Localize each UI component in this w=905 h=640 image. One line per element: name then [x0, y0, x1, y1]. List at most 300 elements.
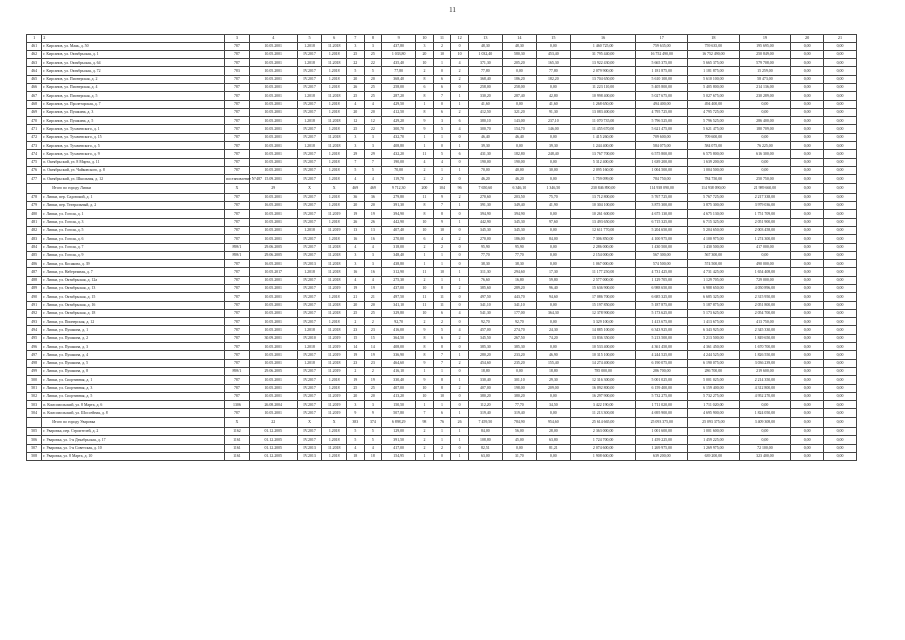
value-cell: 11.2018: [322, 142, 347, 150]
value-cell: 2 315 950,00: [739, 293, 791, 301]
value-cell: 1 639 200,00: [636, 158, 688, 166]
row-number-cell: 503: [27, 401, 42, 409]
value-cell: 0,00: [502, 67, 536, 75]
value-cell: 5 796 525,00: [636, 117, 688, 125]
value-cell: 0,00: [824, 202, 857, 210]
value-cell: 417 000,00: [739, 243, 791, 251]
value-cell: 25: [347, 50, 365, 58]
value-cell: 21: [347, 293, 365, 301]
value-cell: 30,00: [536, 166, 570, 174]
value-cell: 787: [225, 50, 250, 58]
address-cell: г. Липки, пер. Театральный, д. 2: [42, 202, 225, 210]
address-cell: г. Липки, ул. Гоголя, д. 9: [42, 251, 225, 259]
value-cell: 26: [347, 218, 365, 226]
value-cell: IV.2017: [297, 243, 322, 251]
value-cell: 7: [433, 92, 451, 100]
value-cell: 10.05.2001: [249, 318, 297, 326]
value-cell: 0,00: [824, 417, 857, 427]
value-cell: 0,00: [739, 158, 791, 166]
value-cell: 0,00: [824, 108, 857, 116]
value-cell: 9: [416, 376, 434, 384]
value-cell: 77,80: [382, 67, 416, 75]
value-cell: 129,00: [382, 427, 416, 435]
value-cell: 203,50: [502, 193, 536, 201]
value-cell: 4 952 270,00: [739, 392, 791, 400]
address-cell: п. Комсомольский, ул. Шоссейная, д. 8: [42, 409, 225, 417]
value-cell: 2: [451, 235, 469, 243]
value-cell: 787: [225, 210, 250, 218]
value-cell: 0,00: [791, 175, 824, 183]
value-cell: 10.05.2001: [249, 343, 297, 351]
value-cell: 25: [364, 92, 382, 100]
row-number-cell: 500: [27, 376, 42, 384]
column-number-header-row: [27, 35, 857, 43]
value-cell: 6 343 925,00: [636, 326, 688, 334]
value-cell: 20: [347, 75, 365, 83]
value-cell: 787: [225, 343, 250, 351]
value-cell: 10: [416, 59, 434, 67]
table-row: [27, 427, 857, 435]
value-cell: 21: [824, 35, 857, 43]
value-cell: 0,00: [536, 301, 570, 309]
value-cell: 1 459 225,00: [636, 436, 688, 444]
value-cell: 5 187 875,00: [636, 301, 688, 309]
value-cell: 0,00: [824, 351, 857, 359]
value-cell: 437,00: [382, 285, 416, 293]
value-cell: 11: [416, 268, 434, 276]
value-cell: 1: [451, 218, 469, 226]
value-cell: 0: [451, 83, 469, 91]
value-cell: 0,00: [791, 183, 824, 193]
value-cell: 0: [451, 401, 469, 409]
value-cell: 2: [451, 75, 469, 83]
value-cell: 19: [347, 285, 365, 293]
value-cell: 0: [451, 318, 469, 326]
row-number-cell: 482: [27, 226, 42, 234]
value-cell: 4 312 800,00: [739, 384, 791, 392]
value-cell: 1 181 875,00: [688, 67, 740, 75]
value-cell: 1: [451, 436, 469, 444]
value-cell: 11 070 735,00: [570, 117, 636, 125]
address-cell: г. Кирсанов, ул. Тухачевского, д. 5: [42, 142, 225, 150]
value-cell: 155,40: [536, 359, 570, 367]
row-number-cell: [27, 183, 42, 193]
value-cell: 6 685 325,00: [688, 293, 740, 301]
value-cell: 0,00: [739, 436, 791, 444]
value-cell: 8: [416, 210, 434, 218]
value-cell: 25 614 665,00: [570, 417, 636, 427]
value-cell: 10.05.2001: [249, 285, 297, 293]
value-cell: 270,60: [468, 193, 502, 201]
value-cell: 42,80: [536, 92, 570, 100]
value-cell: 7 306 850,00: [570, 235, 636, 243]
value-cell: 1: [433, 166, 451, 174]
value-cell: 11.2018: [322, 444, 347, 452]
value-cell: 580,30: [502, 50, 536, 58]
value-cell: 11.2019: [322, 334, 347, 342]
value-cell: 329,80: [382, 309, 416, 317]
value-cell: 4 695 900,00: [688, 409, 740, 417]
value-cell: 4 244 525,00: [688, 351, 740, 359]
value-cell: 10: [433, 392, 451, 400]
value-cell: 11.2018: [322, 301, 347, 309]
value-cell: 0,00: [824, 166, 857, 174]
value-cell: 0,00: [791, 260, 824, 268]
value-cell: 394,90: [468, 210, 502, 218]
value-cell: 4 795 725,00: [688, 108, 740, 116]
value-cell: 39,30: [468, 142, 502, 150]
value-cell: 198,00: [502, 384, 536, 392]
value-cell: 96,40: [536, 285, 570, 293]
value-cell: 787: [225, 293, 250, 301]
value-cell: 567 300,00: [636, 251, 688, 259]
value-cell: 34,50: [536, 401, 570, 409]
value-cell: 31,70: [502, 452, 536, 460]
value-cell: 787: [225, 268, 250, 276]
value-cell: 1: [451, 268, 469, 276]
value-cell: IV.2017: [297, 210, 322, 218]
value-cell: 41,90: [536, 202, 570, 210]
value-cell: 23: [364, 359, 382, 367]
value-cell: IV.2017: [297, 293, 322, 301]
value-cell: 2: [433, 318, 451, 326]
value-cell: 19: [364, 351, 382, 359]
value-cell: 287,20: [382, 92, 416, 100]
value-cell: 10 533 400,00: [570, 343, 636, 351]
value-cell: 6: [433, 83, 451, 91]
value-cell: 1: [416, 100, 434, 108]
value-cell: 1: [451, 100, 469, 108]
value-cell: 4: [347, 276, 365, 284]
value-cell: 364,50: [382, 334, 416, 342]
value-cell: 380,10: [468, 117, 502, 125]
value-cell: 0,00: [791, 392, 824, 400]
value-cell: 16,80: [502, 276, 536, 284]
value-cell: 76 225,00: [739, 142, 791, 150]
value-cell: 469: [364, 183, 382, 193]
value-cell: 186,20: [502, 75, 536, 83]
value-cell: 11 223 110,00: [570, 83, 636, 91]
value-cell: 0,00: [824, 125, 857, 133]
value-cell: 385,30: [468, 343, 502, 351]
address-cell: г. Липки, ул. Спортивная, д. 3: [42, 384, 225, 392]
value-cell: 6 575 800,00: [636, 150, 688, 158]
table-row: [27, 235, 857, 243]
value-cell: 6: [416, 235, 434, 243]
address-cell: г. Липки, пер. Садовский, д. 1: [42, 193, 225, 201]
table-row: [27, 175, 857, 183]
value-cell: 30.09.2001: [249, 334, 297, 342]
value-cell: 0: [451, 133, 469, 141]
value-cell: 1 001 600,00: [636, 427, 688, 435]
value-cell: 1: [416, 401, 434, 409]
value-cell: 46,20: [502, 175, 536, 183]
table-row: [27, 218, 857, 226]
value-cell: 9: [382, 35, 416, 43]
value-cell: 1: [416, 251, 434, 259]
value-cell: 0,00: [791, 326, 824, 334]
address-cell: п. Комсомольский, ул. 8 Марта, д. 6: [42, 401, 225, 409]
value-cell: 1 004 500,00: [688, 166, 740, 174]
value-cell: 0,00: [791, 150, 824, 158]
value-cell: 84,00: [468, 427, 502, 435]
value-cell: 10.05.2001: [249, 150, 297, 158]
value-cell: 364,30: [536, 309, 570, 317]
address-cell: г. Уваровка, ул. 1-я Советская, д. 10: [42, 444, 225, 452]
value-cell: 0,00: [791, 226, 824, 234]
value-cell: 11 213 300,00: [570, 409, 636, 417]
address-cell: г. Липки, ул. Гоголя, д. 7: [42, 243, 225, 251]
value-cell: 4: [364, 175, 382, 183]
value-cell: 0: [451, 367, 469, 375]
value-cell: 10: [433, 50, 451, 58]
value-cell: 0,00: [824, 367, 857, 375]
value-cell: 20: [347, 202, 365, 210]
value-cell: 0,00: [791, 268, 824, 276]
value-cell: 1.2018: [297, 59, 322, 67]
value-cell: 2: [433, 42, 451, 50]
table-row: [27, 301, 857, 309]
value-cell: 368,40: [382, 75, 416, 83]
value-cell: IV.2017: [297, 376, 322, 384]
value-cell: 3 875 300,00: [688, 202, 740, 210]
address-cell: г. Липки, ул. Октябрьская, д. 18: [42, 309, 225, 317]
value-cell: 4 361 450,00: [636, 343, 688, 351]
value-cell: 1: [433, 133, 451, 141]
value-cell: 18,80: [468, 367, 502, 375]
value-cell: 0: [451, 251, 469, 259]
value-cell: 1.2018: [322, 384, 347, 392]
value-cell: 438,80: [382, 260, 416, 268]
value-cell: 92,70: [502, 318, 536, 326]
value-cell: IV.2017: [297, 351, 322, 359]
value-cell: 2 286 000,00: [570, 243, 636, 251]
value-cell: 4: [364, 276, 382, 284]
value-cell: 0,00: [791, 444, 824, 452]
value-cell: IV.2013: [297, 452, 322, 460]
value-cell: 4 100 975,00: [636, 235, 688, 243]
value-cell: 429,50: [382, 100, 416, 108]
address-cell: г. Кирсанов, ул. Октябрьская, д. 72: [42, 67, 225, 75]
value-cell: 1: [433, 260, 451, 268]
address-cell: г. Липки, ул. Октябрьская, д. 15: [42, 293, 225, 301]
value-cell: 1.2018: [297, 268, 322, 276]
table-row: [27, 83, 857, 91]
value-cell: 46,40: [468, 133, 502, 141]
value-cell: 2 051 800,00: [739, 301, 791, 309]
value-cell: 15: [536, 35, 570, 43]
value-cell: 1306: [225, 401, 250, 409]
value-cell: 92,70: [382, 318, 416, 326]
value-cell: 407,00: [382, 384, 416, 392]
value-cell: 7 459,50: [468, 417, 502, 427]
value-cell: 205,20: [502, 59, 536, 67]
value-cell: 4: [347, 243, 365, 251]
value-cell: 5 405 800,00: [688, 83, 740, 91]
address-cell: п. Октябрьский, ул. Школьная, д. 12: [42, 175, 225, 183]
value-cell: 1: [416, 133, 434, 141]
value-cell: 11: [416, 293, 434, 301]
value-cell: 1 033,80: [382, 50, 416, 58]
value-cell: 0,00: [739, 251, 791, 259]
table-row: [27, 260, 857, 268]
value-cell: 1.2018: [297, 92, 322, 100]
value-cell: 579 708,00: [739, 59, 791, 67]
row-number-cell: 468: [27, 100, 42, 108]
value-cell: 1: [433, 59, 451, 67]
value-cell: 56,00: [502, 427, 536, 435]
value-cell: 10.05.2001: [249, 125, 297, 133]
value-cell: 0: [451, 293, 469, 301]
value-cell: 1 908 600,00: [570, 452, 636, 460]
register-sheet: [26, 34, 857, 461]
value-cell: IV.2017: [297, 235, 322, 243]
value-cell: 0,00: [824, 301, 857, 309]
value-cell: 1 824 050,00: [739, 409, 791, 417]
value-cell: 0,00: [791, 92, 824, 100]
value-cell: 0,00: [824, 326, 857, 334]
value-cell: 1.2018: [322, 83, 347, 91]
value-cell: 287,40: [502, 92, 536, 100]
value-cell: 5 621 475,00: [688, 125, 740, 133]
value-cell: 0,00: [824, 67, 857, 75]
value-cell: 19: [364, 376, 382, 384]
value-cell: 787: [225, 166, 250, 174]
value-cell: 1 670 700,00: [739, 343, 791, 351]
value-cell: 2: [416, 67, 434, 75]
address-cell: г. Липки, ул. Пушкина, д. 3: [42, 343, 225, 351]
value-cell: 5: [297, 35, 322, 43]
value-cell: 6 346,10: [502, 183, 536, 193]
value-cell: 180 709,00: [739, 125, 791, 133]
value-cell: 0,00: [824, 117, 857, 125]
value-cell: 41,60: [536, 100, 570, 108]
value-cell: 0,00: [791, 309, 824, 317]
value-cell: 2 217 338,00: [739, 193, 791, 201]
value-cell: 341,10: [468, 301, 502, 309]
value-cell: 1 430 500,00: [636, 243, 688, 251]
value-cell: 1.2018: [322, 376, 347, 384]
table-row: [27, 226, 857, 234]
value-cell: 5 665 375,00: [688, 59, 740, 67]
value-cell: 15: [347, 334, 365, 342]
value-cell: 8: [416, 92, 434, 100]
value-cell: 10.05.2001: [249, 309, 297, 317]
value-cell: 23: [347, 359, 365, 367]
value-cell: 97,60: [536, 218, 570, 226]
value-cell: 4: [347, 175, 365, 183]
value-cell: 453,40: [536, 50, 570, 58]
value-cell: 286 700,00: [688, 367, 740, 375]
row-number-cell: 465: [27, 75, 42, 83]
value-cell: 18: [364, 452, 382, 460]
value-cell: 15 259,00: [739, 67, 791, 75]
value-cell: 10 304 100,00: [570, 202, 636, 210]
value-cell: 19: [364, 285, 382, 293]
value-cell: 2: [433, 444, 451, 452]
table-row: [27, 334, 857, 342]
value-cell: 0,00: [791, 301, 824, 309]
value-cell: 10.05.2017: [249, 268, 297, 276]
value-cell: 0,00: [824, 359, 857, 367]
value-cell: 898/1: [225, 367, 250, 375]
value-cell: 15 636 900,00: [570, 285, 636, 293]
value-cell: 0,00: [824, 409, 857, 417]
value-cell: 6 343 925,00: [688, 326, 740, 334]
value-cell: 6: [322, 35, 347, 43]
address-cell: п. Октябрьский, ул. 8 Марта, д. 11: [42, 158, 225, 166]
value-cell: 391,30: [468, 202, 502, 210]
value-cell: 0,00: [824, 59, 857, 67]
value-cell: 787: [225, 326, 250, 334]
value-cell: 787: [225, 409, 250, 417]
value-cell: 46,20: [468, 175, 502, 183]
table-row: [27, 376, 857, 384]
value-cell: 13 712 800,00: [570, 193, 636, 201]
value-cell: 5: [364, 67, 382, 75]
value-cell: IV.2017: [297, 309, 322, 317]
value-cell: 0,00: [824, 75, 857, 83]
value-cell: 1.2018: [297, 359, 322, 367]
value-cell: 4: [451, 125, 469, 133]
value-cell: 7: [347, 158, 365, 166]
value-cell: 1.2018: [297, 117, 322, 125]
value-cell: X: [225, 417, 250, 427]
value-cell: 301,10: [502, 376, 536, 384]
value-cell: 1 268 650,00: [570, 100, 636, 108]
value-cell: 898/1: [225, 243, 250, 251]
value-cell: 1 751 709,00: [739, 210, 791, 218]
value-cell: 13 922 430,00: [570, 59, 636, 67]
value-cell: 407,40: [382, 226, 416, 234]
value-cell: 1 413 675,00: [688, 318, 740, 326]
value-cell: IV.2017: [297, 166, 322, 174]
value-cell: 330,40: [382, 376, 416, 384]
value-cell: 0: [451, 210, 469, 218]
value-cell: 12: [364, 117, 382, 125]
value-cell: IV.2017: [297, 150, 322, 158]
value-cell: 1: [451, 276, 469, 284]
value-cell: 0,00: [824, 309, 857, 317]
value-cell: 77,70: [502, 251, 536, 259]
table-row: [27, 251, 857, 259]
value-cell: 1.2018: [322, 318, 347, 326]
table-row: [27, 326, 857, 334]
value-cell: 10.05.2001: [249, 133, 297, 141]
value-cell: 4 731 425,00: [688, 268, 740, 276]
value-cell: 1: [433, 401, 451, 409]
value-cell: 11.2019: [322, 210, 347, 218]
value-cell: 4 244 525,00: [636, 351, 688, 359]
value-cell: 2: [416, 175, 434, 183]
value-cell: 46,90: [536, 351, 570, 359]
value-cell: 783: [225, 67, 250, 75]
table-row: [27, 59, 857, 67]
value-cell: 8: [416, 343, 434, 351]
value-cell: 0,00: [791, 436, 824, 444]
value-cell: 0: [451, 175, 469, 183]
value-cell: 0,00: [791, 293, 824, 301]
value-cell: 1161: [225, 444, 250, 452]
value-cell: 294,60: [502, 268, 536, 276]
row-number-cell: 488: [27, 276, 42, 284]
value-cell: 0,00: [791, 235, 824, 243]
value-cell: 59,80: [536, 276, 570, 284]
value-cell: 0,00: [536, 83, 570, 91]
value-cell: 10.05.2001: [249, 226, 297, 234]
value-cell: 319,40: [468, 409, 502, 417]
row-number-cell: 487: [27, 268, 42, 276]
